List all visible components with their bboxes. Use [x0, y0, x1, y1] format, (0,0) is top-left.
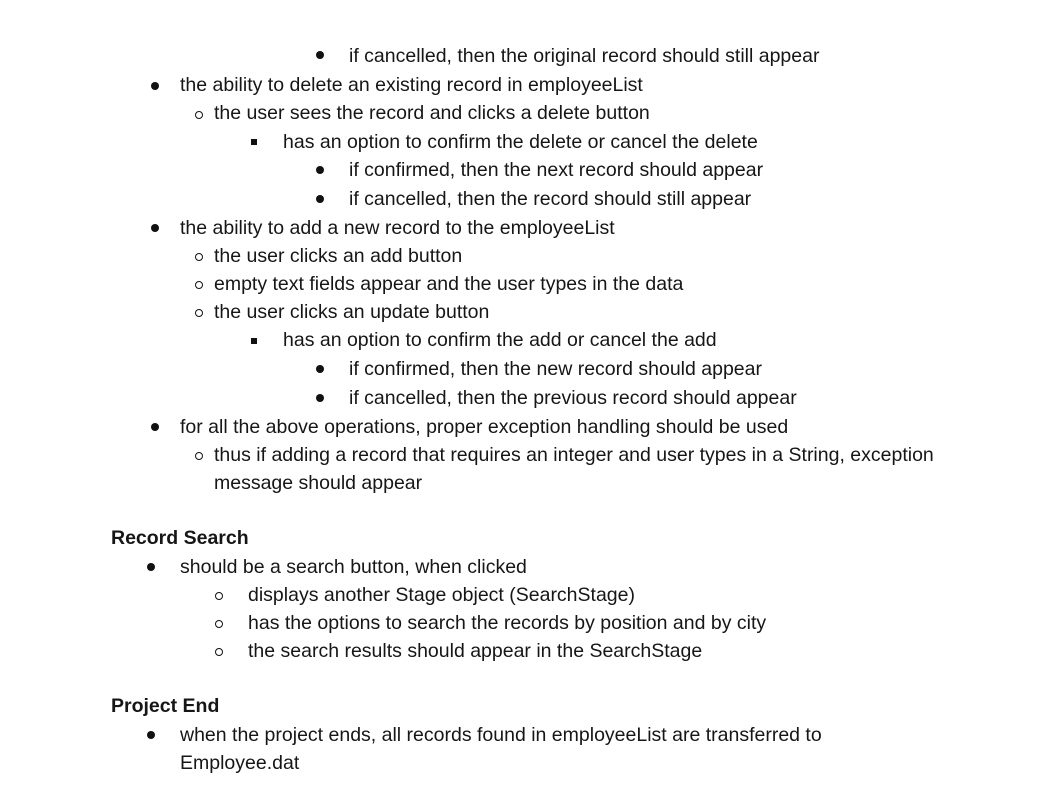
- bullet-dot: [316, 51, 324, 59]
- bullet-dot: [147, 731, 155, 739]
- list-item-text: thus if adding a record that requires an integer and user types in a String, exception: [214, 444, 934, 466]
- list-item-text: the ability to add a new record to the employeeList: [180, 217, 615, 239]
- bullet-square: [251, 139, 257, 145]
- list-item-text: the user clicks an update button: [214, 301, 490, 323]
- list-item-text: if cancelled, then the record should still appear: [349, 188, 752, 210]
- bullet-square: [251, 338, 257, 344]
- list-item-text: if confirmed, then the next record should appear: [349, 159, 764, 181]
- bullet-dot: [151, 82, 159, 90]
- list-item-text: empty text fields appear and the user types in the data: [214, 273, 684, 295]
- list-item-text: if confirmed, then the new record should appear: [349, 358, 762, 380]
- bullet-circle: [195, 111, 203, 119]
- bullet-dot: [151, 224, 159, 232]
- bullet-dot: [316, 166, 324, 174]
- list-item-text-continuation: message should appear: [214, 472, 423, 494]
- list-item-text: the ability to delete an existing record in employeeList: [180, 74, 643, 96]
- bullet-circle: [215, 592, 223, 600]
- bullet-dot: [316, 365, 324, 373]
- list-item-text: the search results should appear in the SearchStage: [248, 640, 703, 662]
- list-item-text: has an option to confirm the add or cancel the add: [283, 329, 717, 351]
- list-item-text: displays another Stage object (SearchStage): [248, 584, 635, 606]
- bullet-dot: [316, 195, 324, 203]
- list-item-text-continuation: Employee.dat: [180, 752, 300, 774]
- list-item-text: when the project ends, all records found in employeeList are transferred to: [180, 724, 822, 746]
- bullet-circle: [195, 253, 203, 261]
- bullet-circle: [215, 648, 223, 656]
- bullet-dot: [147, 563, 155, 571]
- list-item-text: the user sees the record and clicks a delete button: [214, 102, 650, 124]
- bullet-circle: [195, 281, 203, 289]
- bullet-circle: [215, 620, 223, 628]
- bullet-circle: [195, 309, 203, 317]
- section-heading-project-end: Project End: [111, 695, 220, 717]
- bullet-circle: [195, 452, 203, 460]
- bullet-dot: [151, 423, 159, 431]
- list-item-text: the user clicks an add button: [214, 245, 463, 267]
- list-item-text: if cancelled, then the original record should still appear: [349, 45, 820, 67]
- section-heading-record-search: Record Search: [111, 527, 249, 549]
- list-item-text: should be a search button, when clicked: [180, 556, 527, 578]
- list-item-text: if cancelled, then the previous record should appear: [349, 387, 797, 409]
- list-item-text: for all the above operations, proper exception handling should be used: [180, 416, 789, 438]
- bullet-dot: [316, 394, 324, 402]
- list-item-text: has an option to confirm the delete or cancel the delete: [283, 131, 758, 153]
- list-item-text: has the options to search the records by position and by city: [248, 612, 767, 634]
